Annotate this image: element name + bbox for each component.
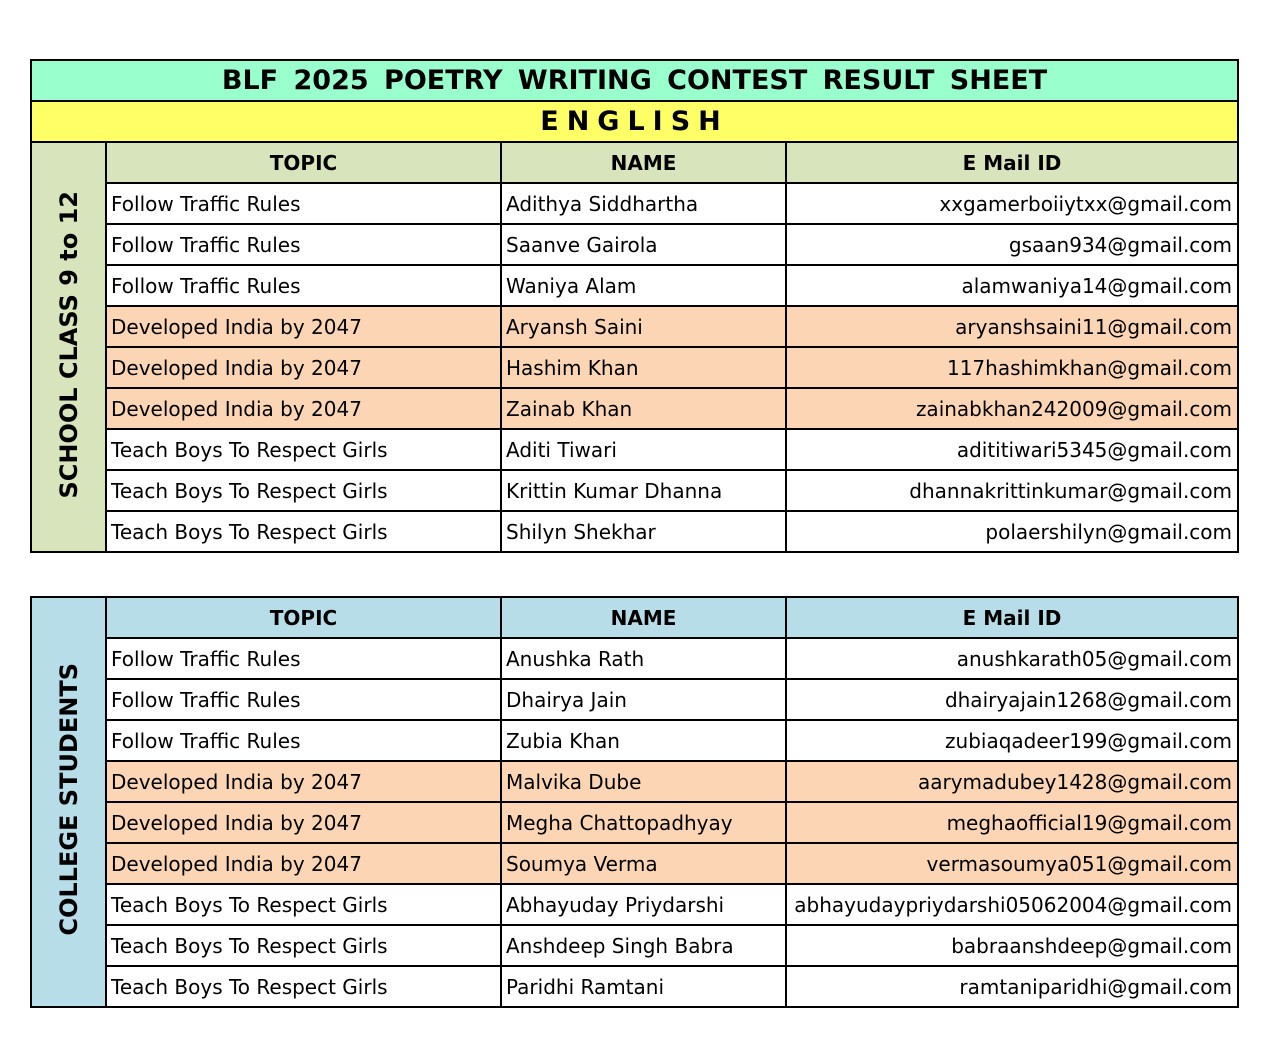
name-cell: Megha Chattopadhyay (501, 802, 786, 843)
table-row (31, 183, 1238, 224)
school-category-cell (31, 142, 106, 552)
table-row (31, 925, 1238, 966)
email-cell: abhayudaypriydarshi05062004@gmail.com (786, 884, 1238, 925)
email-cell: adititiwari5345@gmail.com (786, 429, 1238, 470)
name-cell: Waniya Alam (501, 265, 786, 306)
language-row (31, 101, 1238, 142)
topic-header: TOPIC (106, 142, 501, 183)
name-cell: Hashim Khan (501, 347, 786, 388)
topic-cell: Developed India by 2047 (106, 388, 501, 429)
topic-cell: Follow Traffic Rules (106, 638, 501, 679)
school-category-label: SCHOOL CLASS 9 to 12 (54, 190, 83, 499)
table-row (31, 761, 1238, 802)
name-cell: Abhayuday Priydarshi (501, 884, 786, 925)
email-cell: ramtaniparidhi@gmail.com (786, 966, 1238, 1007)
name-cell: Anshdeep Singh Babra (501, 925, 786, 966)
email-header: E Mail ID (786, 597, 1238, 638)
email-cell: xxgamerboiiytxx@gmail.com (786, 183, 1238, 224)
name-cell: Saanve Gairola (501, 224, 786, 265)
topic-cell: Teach Boys To Respect Girls (106, 966, 501, 1007)
email-cell: polaershilyn@gmail.com (786, 511, 1238, 552)
table-row (31, 265, 1238, 306)
language-heading: ENGLISH (31, 101, 1238, 142)
topic-cell: Developed India by 2047 (106, 347, 501, 388)
topic-cell: Follow Traffic Rules (106, 183, 501, 224)
email-cell: zainabkhan242009@gmail.com (786, 388, 1238, 429)
table-row (31, 679, 1238, 720)
topic-cell: Developed India by 2047 (106, 843, 501, 884)
sheet-title: BLF 2025 POETRY WRITING CONTEST RESULT SHEET (31, 60, 1238, 101)
name-header: NAME (501, 597, 786, 638)
email-cell: anushkarath05@gmail.com (786, 638, 1238, 679)
topic-cell: Teach Boys To Respect Girls (106, 884, 501, 925)
topic-cell: Teach Boys To Respect Girls (106, 470, 501, 511)
name-cell: Shilyn Shekhar (501, 511, 786, 552)
table-row (31, 347, 1238, 388)
email-cell: zubiaqadeer199@gmail.com (786, 720, 1238, 761)
email-cell: vermasoumya051@gmail.com (786, 843, 1238, 884)
topic-cell: Follow Traffic Rules (106, 224, 501, 265)
table-row (31, 224, 1238, 265)
title-row (31, 60, 1238, 101)
email-cell: dhairyajain1268@gmail.com (786, 679, 1238, 720)
name-header: NAME (501, 142, 786, 183)
email-cell: alamwaniya14@gmail.com (786, 265, 1238, 306)
topic-cell: Teach Boys To Respect Girls (106, 429, 501, 470)
table-row (31, 638, 1238, 679)
table-row (31, 966, 1238, 1007)
topic-cell: Follow Traffic Rules (106, 720, 501, 761)
email-cell: meghaofficial19@gmail.com (786, 802, 1238, 843)
topic-cell: Teach Boys To Respect Girls (106, 511, 501, 552)
topic-cell: Developed India by 2047 (106, 761, 501, 802)
header-row (31, 142, 1238, 183)
topic-cell: Developed India by 2047 (106, 802, 501, 843)
email-cell: babraanshdeep@gmail.com (786, 925, 1238, 966)
table-row (31, 429, 1238, 470)
name-cell: Adithya Siddhartha (501, 183, 786, 224)
topic-cell: Developed India by 2047 (106, 306, 501, 347)
name-cell: Zubia Khan (501, 720, 786, 761)
email-cell: 117hashimkhan@gmail.com (786, 347, 1238, 388)
table-row (31, 843, 1238, 884)
topic-cell: Follow Traffic Rules (106, 265, 501, 306)
name-cell: Anushka Rath (501, 638, 786, 679)
table-row (31, 306, 1238, 347)
name-cell: Krittin Kumar Dhanna (501, 470, 786, 511)
table-row (31, 802, 1238, 843)
name-cell: Malvika Dube (501, 761, 786, 802)
table-row (31, 388, 1238, 429)
topic-header: TOPIC (106, 597, 501, 638)
email-cell: gsaan934@gmail.com (786, 224, 1238, 265)
name-cell: Aditi Tiwari (501, 429, 786, 470)
college-category-label: COLLEGE STUDENTS (54, 663, 83, 936)
name-cell: Dhairya Jain (501, 679, 786, 720)
name-cell: Paridhi Ramtani (501, 966, 786, 1007)
table-row (31, 511, 1238, 552)
header-row (31, 597, 1238, 638)
email-cell: dhannakrittinkumar@gmail.com (786, 470, 1238, 511)
college-results-table (30, 596, 1239, 1008)
table-row (31, 720, 1238, 761)
school-results-table (30, 59, 1239, 553)
college-category-cell (31, 597, 106, 1007)
name-cell: Aryansh Saini (501, 306, 786, 347)
table-row (31, 884, 1238, 925)
email-cell: aryanshsaini11@gmail.com (786, 306, 1238, 347)
table-row (31, 470, 1238, 511)
name-cell: Soumya Verma (501, 843, 786, 884)
email-cell: aarymadubey1428@gmail.com (786, 761, 1238, 802)
name-cell: Zainab Khan (501, 388, 786, 429)
topic-cell: Follow Traffic Rules (106, 679, 501, 720)
email-header: E Mail ID (786, 142, 1238, 183)
topic-cell: Teach Boys To Respect Girls (106, 925, 501, 966)
